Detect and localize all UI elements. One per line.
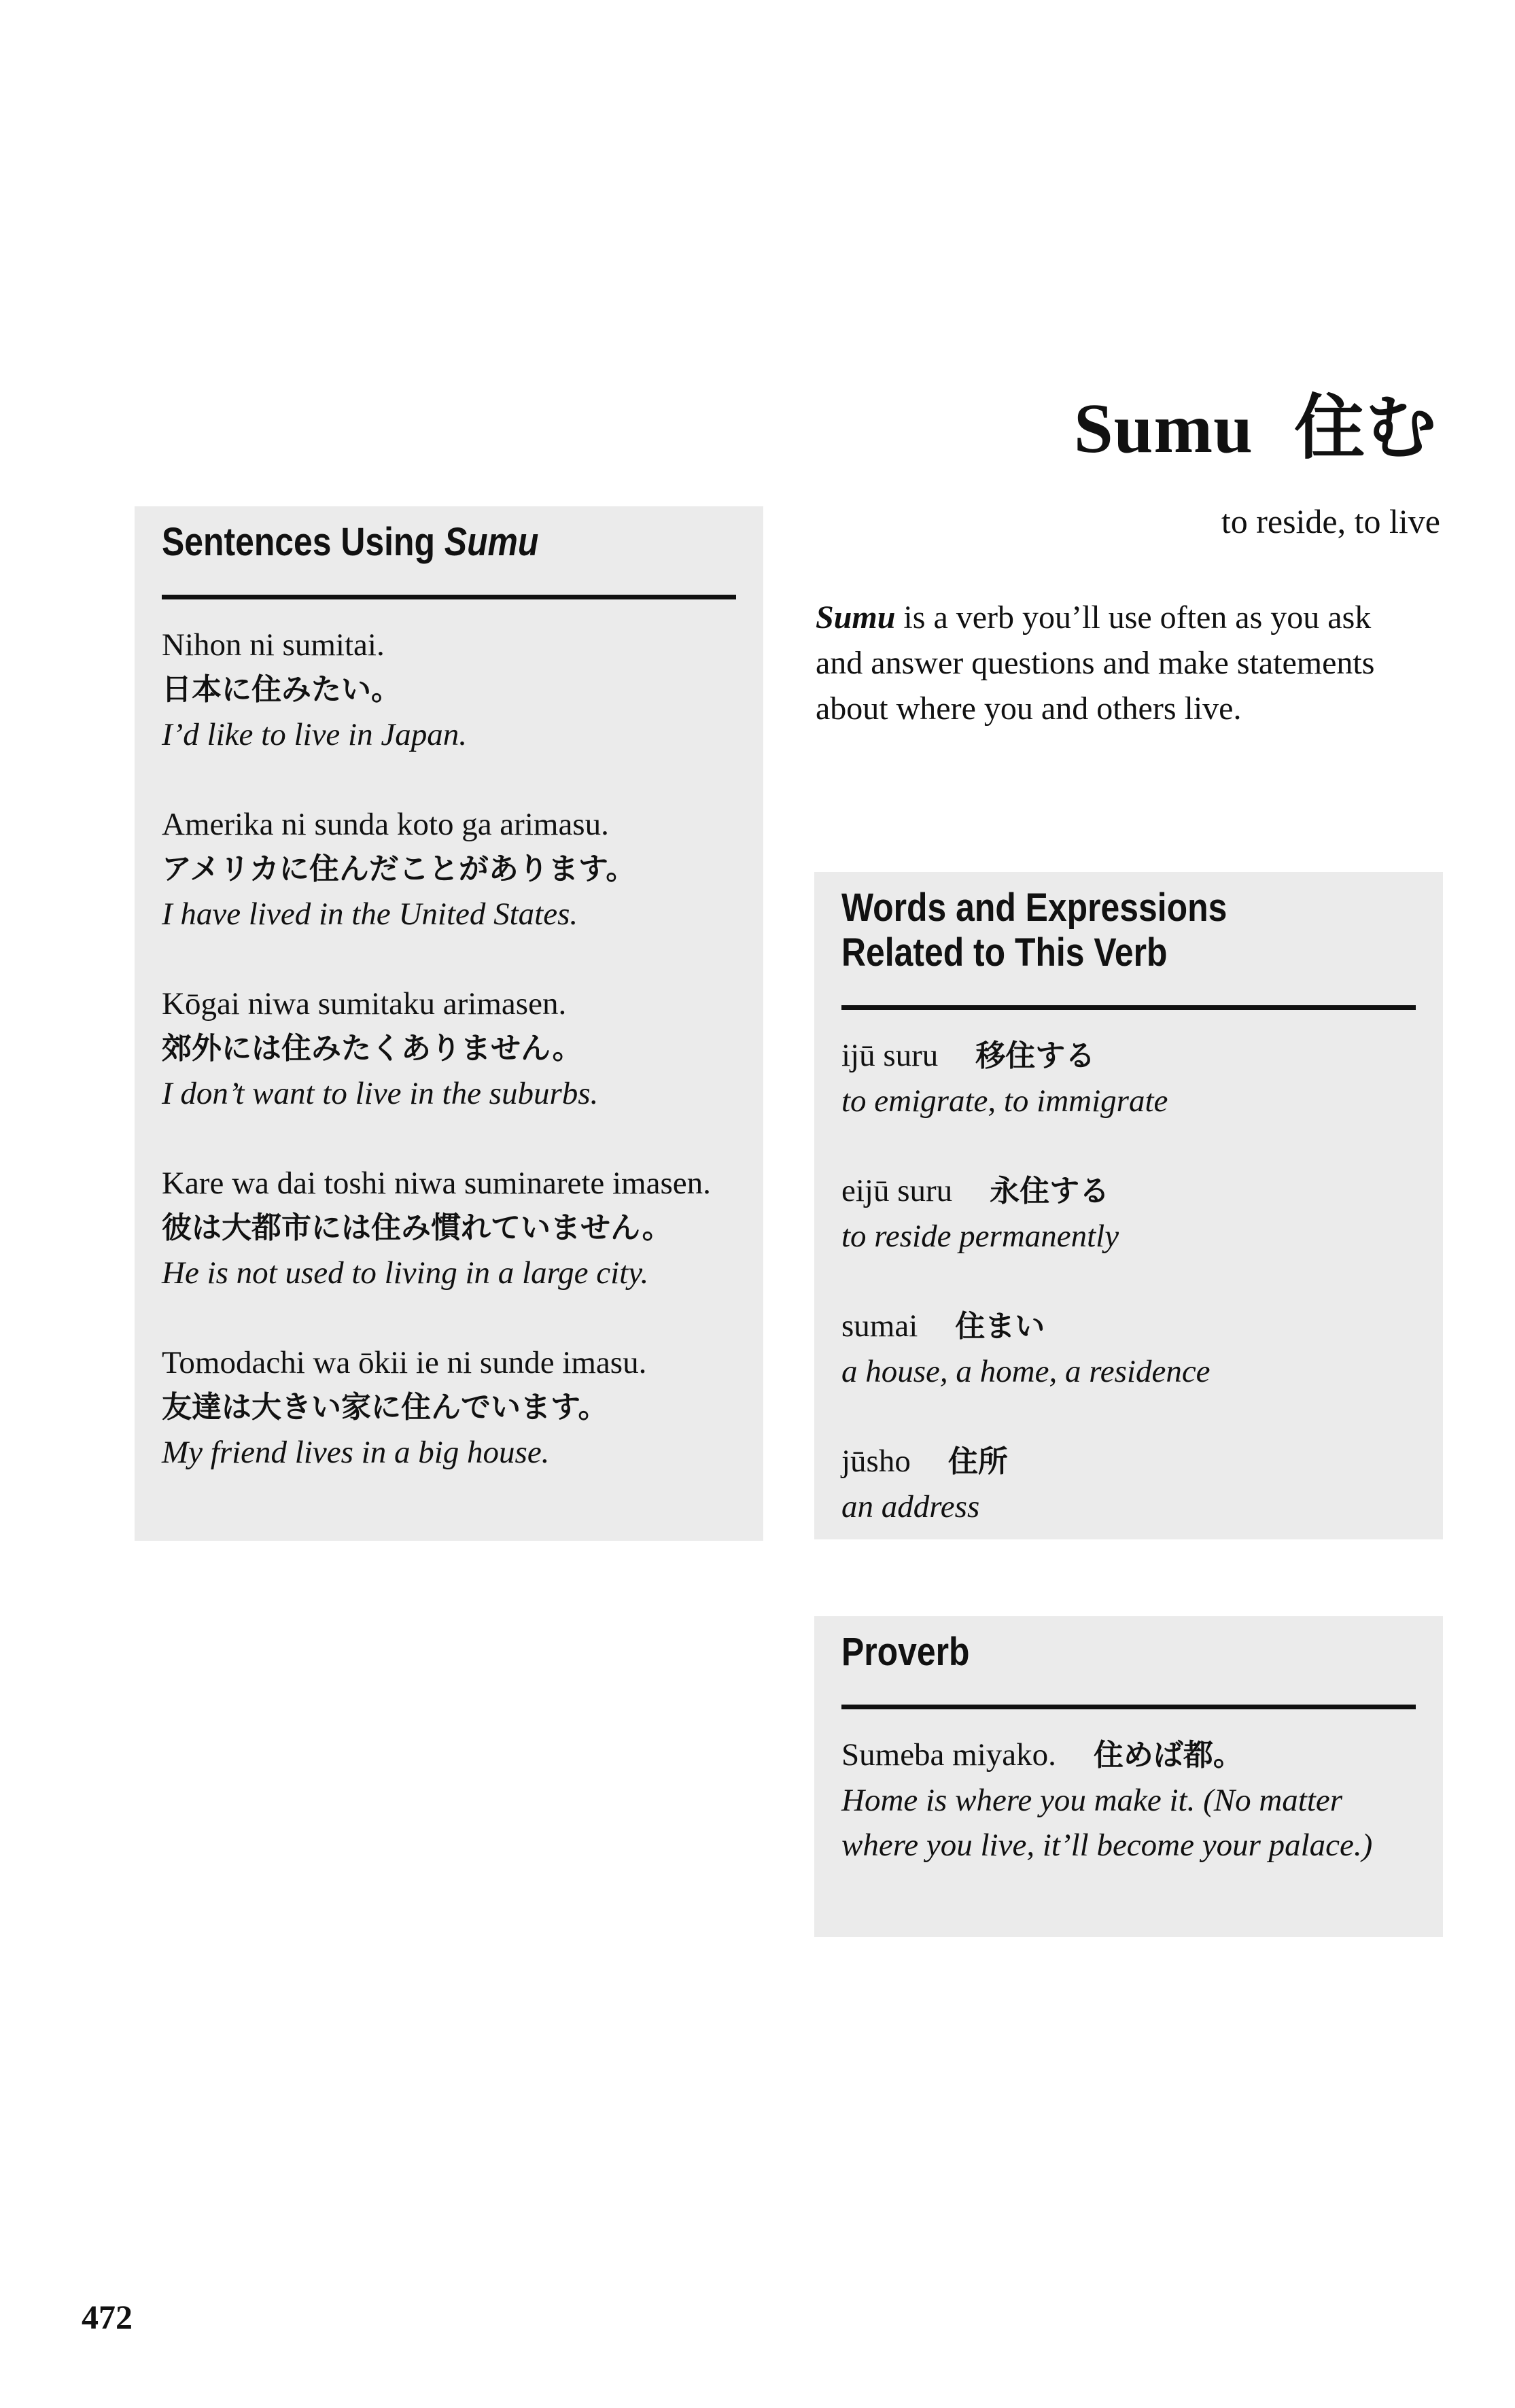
sentence-japanese: 郊外には住みたくありません。 (162, 1031, 582, 1066)
proverb-romaji: Sumeba miyako. (841, 1737, 1056, 1773)
sentence-entry (162, 802, 736, 937)
words-heading-line2: Related to This Verb (841, 930, 1168, 975)
page-title (1074, 370, 1437, 472)
sentence-japanese: 彼は大都市には住み慣れていません。 (162, 1210, 672, 1245)
word-entry (841, 1168, 1416, 1259)
page-number: 472 (82, 2298, 133, 2336)
sentence-english: He is not used to living in a large city. (162, 1255, 649, 1291)
words-box (814, 872, 1443, 1539)
sentence-english: I’d like to live in Japan. (162, 717, 467, 752)
sentence-romaji: Kare wa dai toshi niwa suminarete imasen. (162, 1166, 711, 1201)
sentence-japanese: 日本に住みたい。 (162, 672, 401, 707)
page-title-romaji: Sumu (1073, 389, 1253, 468)
page-title-japanese: 住む (1293, 386, 1437, 469)
sentence-entry (162, 1340, 736, 1475)
word-japanese: 住所 (947, 1444, 1008, 1479)
word-entry (841, 1304, 1416, 1394)
intro-verb: Sumu (816, 599, 896, 635)
proverb-heading: Proverb (841, 1630, 970, 1674)
sentence-japanese: アメリカに住んだことがあります。 (162, 852, 636, 886)
sentences-heading-prefix: Sentences Using (162, 520, 445, 564)
sentence-english: My friend lives in a big house. (162, 1435, 550, 1470)
sentence-romaji: Amerika ni sunda koto ga arimasu. (162, 807, 609, 842)
word-entry (841, 1033, 1416, 1123)
proverb-english: Home is where you make it. (No matter where you live, it’ll become your palace.) (841, 1783, 1373, 1863)
sentence-japanese: 友達は大きい家に住んでいます。 (162, 1390, 608, 1425)
sentence-entry (162, 623, 736, 757)
sentence-romaji: Kōgai niwa sumitaku arimasen. (162, 986, 567, 1022)
word-japanese: 永住する (990, 1174, 1110, 1208)
sentences-box (135, 506, 763, 1541)
proverb-entry (841, 1732, 1416, 1868)
word-english: a house, a home, a residence (841, 1354, 1211, 1389)
word-romaji: ijū suru (841, 1038, 939, 1073)
word-english: to reside permanently (841, 1219, 1119, 1254)
sentence-entry (162, 1161, 736, 1295)
proverb-box (814, 1616, 1443, 1937)
word-english: an address (841, 1489, 980, 1524)
sentence-english: I don’t want to live in the suburbs. (162, 1076, 599, 1111)
words-heading-line1: Words and Expressions (841, 886, 1227, 930)
sentence-romaji: Nihon ni sumitai. (162, 627, 385, 663)
sentences-heading (162, 520, 656, 574)
word-romaji: sumai (841, 1308, 918, 1344)
word-japanese: 移住する (975, 1039, 1096, 1073)
sentence-romaji: Tomodachi wa ōkii ie ni sunde imasu. (162, 1345, 647, 1380)
sentence-entry (162, 981, 736, 1116)
verb-meaning: to reside, to live (1221, 502, 1440, 540)
words-heading (841, 886, 1336, 985)
word-japanese: 住まい (955, 1309, 1045, 1344)
sentences-heading-verb: Sumu (444, 520, 539, 564)
word-english: to emigrate, to immigrate (841, 1083, 1168, 1119)
word-entry (841, 1439, 1416, 1529)
word-romaji: eijū suru (841, 1173, 953, 1208)
intro-paragraph (816, 595, 1414, 731)
sentence-english: I have lived in the United States. (162, 896, 578, 932)
intro-text: is a verb you’ll use often as you ask and answer questions and make statements about where you and others live. (816, 599, 1375, 727)
word-romaji: jūsho (841, 1444, 911, 1479)
proverb-japanese: 住めば都。 (1093, 1738, 1243, 1773)
